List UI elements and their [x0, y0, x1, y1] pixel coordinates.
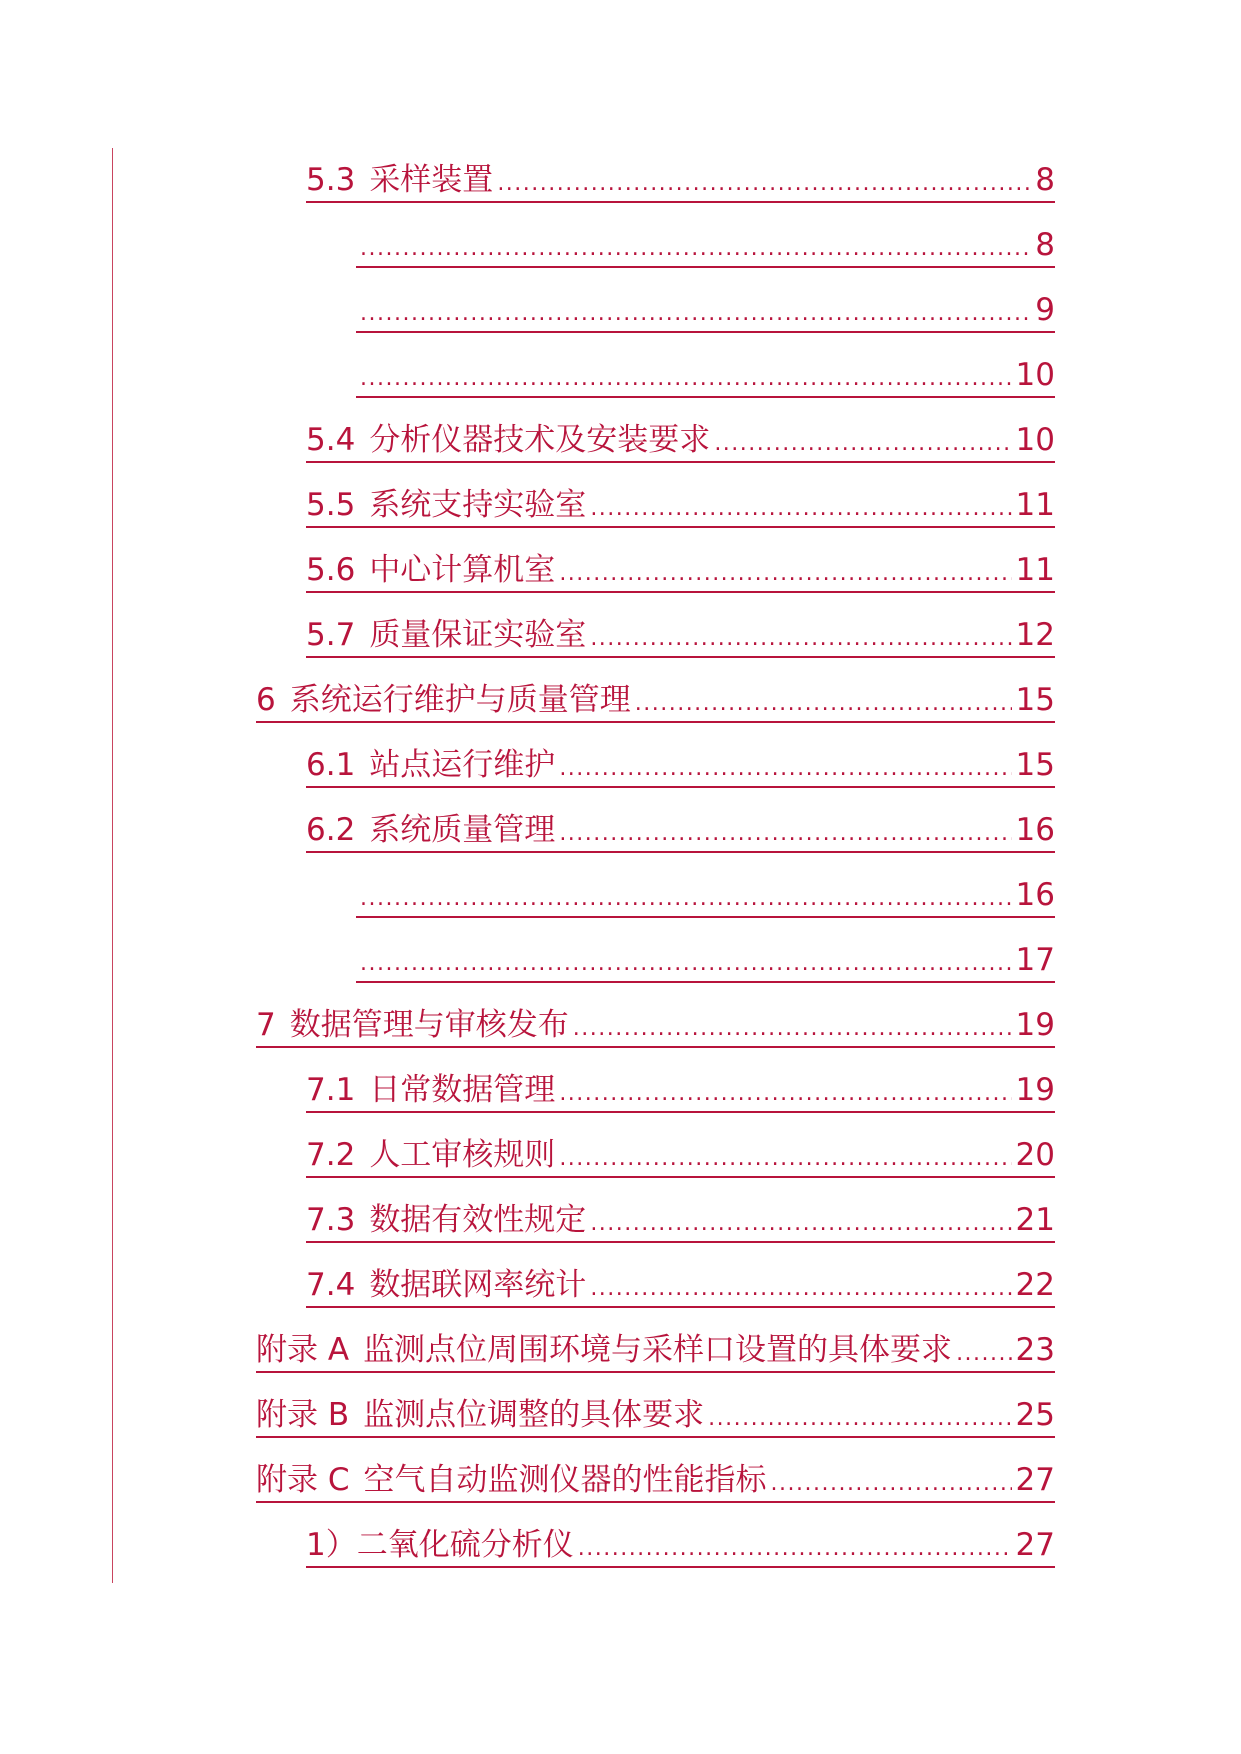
margin-rule [112, 148, 113, 1583]
toc-entry-page: 21 [1015, 1202, 1055, 1238]
toc-entry-page: 15 [1015, 682, 1055, 718]
toc-entry-page: 11 [1015, 487, 1055, 523]
toc-entry-untitled-4[interactable] [356, 872, 1055, 918]
toc-entry-6-1[interactable] [306, 742, 1055, 788]
toc-entry-5-4[interactable] [306, 417, 1055, 463]
dot-leader [956, 1339, 1011, 1369]
toc-entry-title: 中心计算机室 [369, 552, 556, 588]
toc-entry-page: 12 [1015, 617, 1055, 653]
toc-entry-number: 7.4 [306, 1267, 356, 1303]
toc-entry-title: 系统支持实验室 [369, 487, 587, 523]
toc-entry-untitled-1[interactable] [356, 222, 1055, 268]
toc-entry-page: 19 [1015, 1007, 1055, 1043]
dot-leader [360, 949, 1012, 979]
toc-entry-appendix-c-1[interactable] [306, 1522, 1055, 1568]
dot-leader [360, 234, 1031, 264]
toc-entry-page: 10 [1015, 357, 1055, 393]
toc-entry-5-7[interactable] [306, 612, 1055, 658]
toc-entry-page: 8 [1035, 227, 1055, 263]
dot-leader [590, 494, 1011, 524]
toc-entry-number: 附录 A [256, 1332, 350, 1368]
toc-entry-5-5[interactable] [306, 482, 1055, 528]
toc-entry-number: 5.6 [306, 552, 356, 588]
toc-entry-7-4[interactable] [306, 1262, 1055, 1308]
toc-entry-7-1[interactable] [306, 1067, 1055, 1113]
toc-entry-title: 采样装置 [369, 162, 494, 198]
toc-entry-page: 19 [1015, 1072, 1055, 1108]
toc-entry-page: 22 [1015, 1267, 1055, 1303]
toc-entry-number: 5.7 [306, 617, 356, 653]
toc-entry-title: 站点运行维护 [369, 747, 556, 783]
toc-entry-page: 20 [1015, 1137, 1055, 1173]
toc-entry-untitled-3[interactable] [356, 352, 1055, 398]
dot-leader [771, 1469, 1012, 1499]
toc-entry-number: 6 [256, 682, 276, 718]
dot-leader [708, 1404, 1011, 1434]
toc-entry-number: 6.1 [306, 747, 356, 783]
dot-leader [559, 1079, 1011, 1109]
toc-entry-title: 二氧化硫分析仪 [356, 1527, 574, 1563]
toc-entry-page: 27 [1015, 1462, 1055, 1498]
toc-entry-appendix-a[interactable] [256, 1327, 1055, 1373]
dot-leader [590, 1274, 1011, 1304]
toc-entry-7[interactable] [256, 1002, 1055, 1048]
dot-leader [360, 299, 1031, 329]
toc-entry-title: 系统质量管理 [369, 812, 556, 848]
dot-leader [590, 1209, 1011, 1239]
toc-entry-title: 监测点位周围环境与采样口设置的具体要求 [363, 1332, 953, 1368]
dot-leader [497, 169, 1031, 199]
dot-leader [590, 624, 1011, 654]
toc-entry-number: 7.1 [306, 1072, 356, 1108]
toc-entry-title: 质量保证实验室 [369, 617, 587, 653]
toc-entry-5-3[interactable] [306, 157, 1055, 203]
toc-entry-6-2[interactable] [306, 807, 1055, 853]
dot-leader [360, 884, 1012, 914]
toc-entry-number: 7 [256, 1007, 276, 1043]
dot-leader [360, 364, 1012, 394]
dot-leader [559, 819, 1011, 849]
toc-entry-6[interactable] [256, 677, 1055, 723]
toc-entry-number: 附录 C [256, 1462, 350, 1498]
toc-entry-page: 16 [1015, 877, 1055, 913]
toc-entry-title: 数据管理与审核发布 [289, 1007, 569, 1043]
toc-entry-page: 11 [1015, 552, 1055, 588]
toc-entry-title: 系统运行维护与质量管理 [289, 682, 631, 718]
toc-entry-page: 9 [1035, 292, 1055, 328]
dot-leader [559, 559, 1011, 589]
toc-entry-page: 8 [1035, 162, 1055, 198]
toc-entry-title: 人工审核规则 [369, 1137, 556, 1173]
toc-entry-title: 分析仪器技术及安装要求 [369, 422, 711, 458]
toc-entry-untitled-2[interactable] [356, 287, 1055, 333]
toc-entry-page: 15 [1015, 747, 1055, 783]
dot-leader [559, 1144, 1011, 1174]
toc-entry-page: 16 [1015, 812, 1055, 848]
toc-entry-page: 25 [1015, 1397, 1055, 1433]
toc-entry-7-3[interactable] [306, 1197, 1055, 1243]
toc-entry-number: 7.2 [306, 1137, 356, 1173]
toc-entry-appendix-b[interactable] [256, 1392, 1055, 1438]
toc-entry-page: 10 [1015, 422, 1055, 458]
toc-entry-7-2[interactable] [306, 1132, 1055, 1178]
toc-entry-title: 数据有效性规定 [369, 1202, 587, 1238]
toc-entry-5-6[interactable] [306, 547, 1055, 593]
toc-entry-page: 17 [1015, 942, 1055, 978]
toc-entry-page: 27 [1015, 1527, 1055, 1563]
toc-entry-untitled-5[interactable] [356, 937, 1055, 983]
toc-entry-number: 1） [306, 1527, 357, 1563]
dot-leader [578, 1534, 1012, 1564]
toc-entry-number: 附录 B [256, 1397, 350, 1433]
toc-entry-number: 5.5 [306, 487, 356, 523]
toc-entry-title: 监测点位调整的具体要求 [363, 1397, 705, 1433]
dot-leader [714, 429, 1011, 459]
toc-entry-appendix-c[interactable] [256, 1457, 1055, 1503]
toc-entry-title: 空气自动监测仪器的性能指标 [363, 1462, 767, 1498]
toc-entry-number: 7.3 [306, 1202, 356, 1238]
dot-leader [573, 1014, 1012, 1044]
toc-entry-number: 6.2 [306, 812, 356, 848]
toc-entry-title: 日常数据管理 [369, 1072, 556, 1108]
toc-entry-number: 5.3 [306, 162, 356, 198]
dot-leader [635, 689, 1012, 719]
toc-entry-title: 数据联网率统计 [369, 1267, 587, 1303]
dot-leader [559, 754, 1011, 784]
toc-entry-page: 23 [1015, 1332, 1055, 1368]
toc-entry-number: 5.4 [306, 422, 356, 458]
